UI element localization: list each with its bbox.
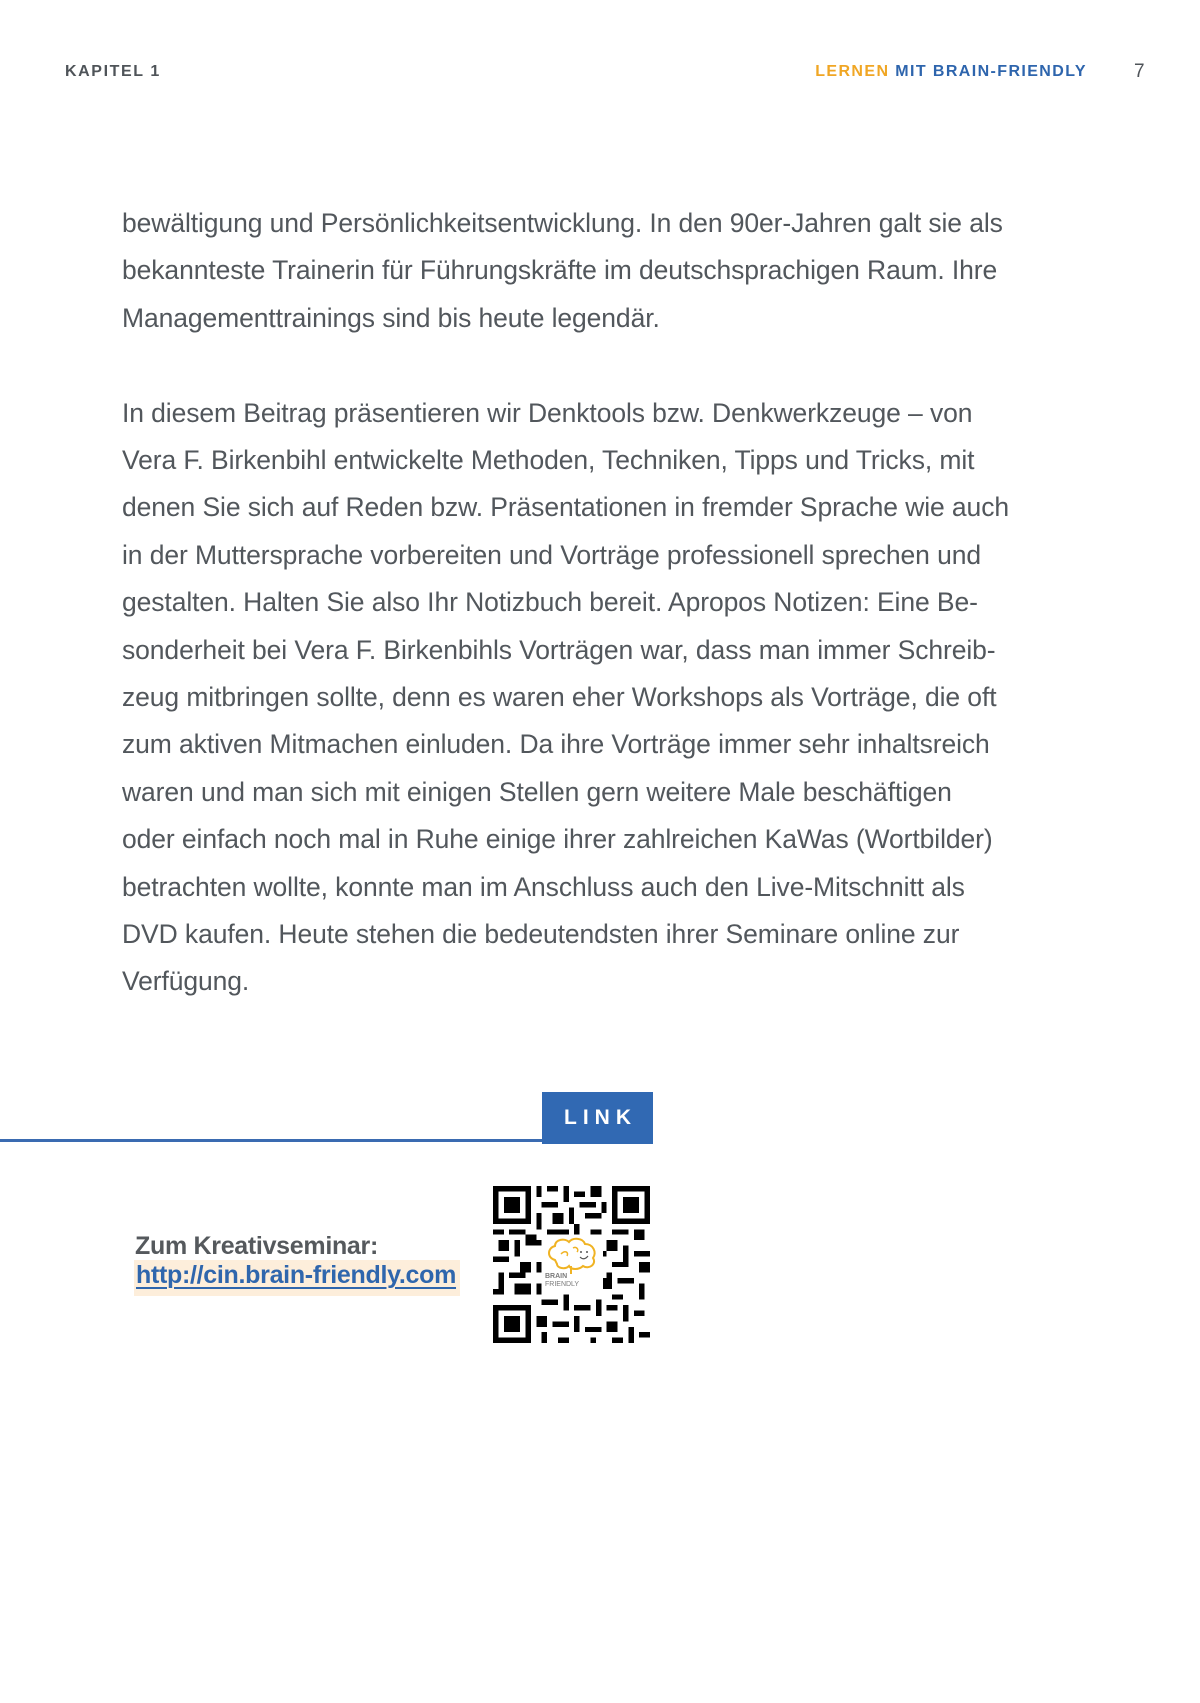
seminar-label: Zum Kreativseminar: xyxy=(135,1232,378,1260)
paragraph-1 xyxy=(122,200,1082,342)
book-title-part-1: LERNEN xyxy=(815,63,890,80)
text-line: zum aktiven Mitmachen einluden. Da ihre Vorträge immer sehr inhaltsreich xyxy=(122,729,990,760)
text-line: In diesem Beitrag präsentieren wir Denktools bzw. Denkwerkzeuge – von xyxy=(122,397,973,428)
brain-icon xyxy=(543,1236,603,1276)
link-tab: LINK xyxy=(542,1092,653,1144)
book-title-part-2: MIT BRAIN-FRIENDLY xyxy=(895,63,1087,80)
chapter-label: KAPITEL 1 xyxy=(65,63,161,80)
text-line: Vera F. Birkenbihl entwickelte Methoden, Techniken, Tipps und Tricks, mit xyxy=(122,445,975,476)
logo-text-brain: BRAIN xyxy=(545,1273,568,1280)
paragraph-2 xyxy=(122,390,1082,1006)
page-number: 7 xyxy=(1134,61,1145,82)
text-line: sonderheit bei Vera F. Birkenbihls Vorträgen war, dass man immer Schreib- xyxy=(122,634,996,665)
text-line: Managementtrainings sind bis heute legendär. xyxy=(122,302,660,333)
text-line: oder einfach noch mal in Ruhe einige ihrer zahlreichen KaWas (Wortbilder) xyxy=(122,824,993,855)
text-line: denen Sie sich auf Reden bzw. Präsentationen in fremder Sprache wie auch xyxy=(122,492,1009,523)
text-line: bewältigung und Persönlichkeitsentwicklung. In den 90er-Jahren galt sie als xyxy=(122,208,1003,238)
book-title xyxy=(815,63,1087,81)
brain-friendly-logo-icon xyxy=(543,1236,603,1294)
text-line: Verfügung. xyxy=(122,966,250,997)
seminar-url-link[interactable]: http://cin.brain-friendly.com xyxy=(134,1260,460,1296)
body-text xyxy=(122,200,1082,1006)
qr-code-icon[interactable] xyxy=(493,1186,650,1343)
text-line: waren und man sich mit einigen Stellen gern weitere Male beschäftigen xyxy=(122,776,952,807)
text-line: betrachten wollte, konnte man im Anschluss auch den Live-Mitschnitt als xyxy=(122,871,965,902)
link-divider xyxy=(0,1139,545,1142)
text-line: bekannteste Trainerin für Führungskräfte im deutschsprachigen Raum. Ihre xyxy=(122,255,998,286)
text-line: gestalten. Halten Sie also Ihr Notizbuch bereit. Apropos Notizen: Eine Be- xyxy=(122,587,978,618)
logo-text-friendly: FRIENDLY xyxy=(545,1281,580,1288)
text-line: DVD kaufen. Heute stehen die bedeutendsten ihrer Seminare online zur xyxy=(122,919,960,950)
text-line: in der Muttersprache vorbereiten und Vorträge professionell sprechen und xyxy=(122,539,981,570)
text-line: zeug mitbringen sollte, denn es waren eher Workshops als Vorträge, die oft xyxy=(122,682,997,713)
